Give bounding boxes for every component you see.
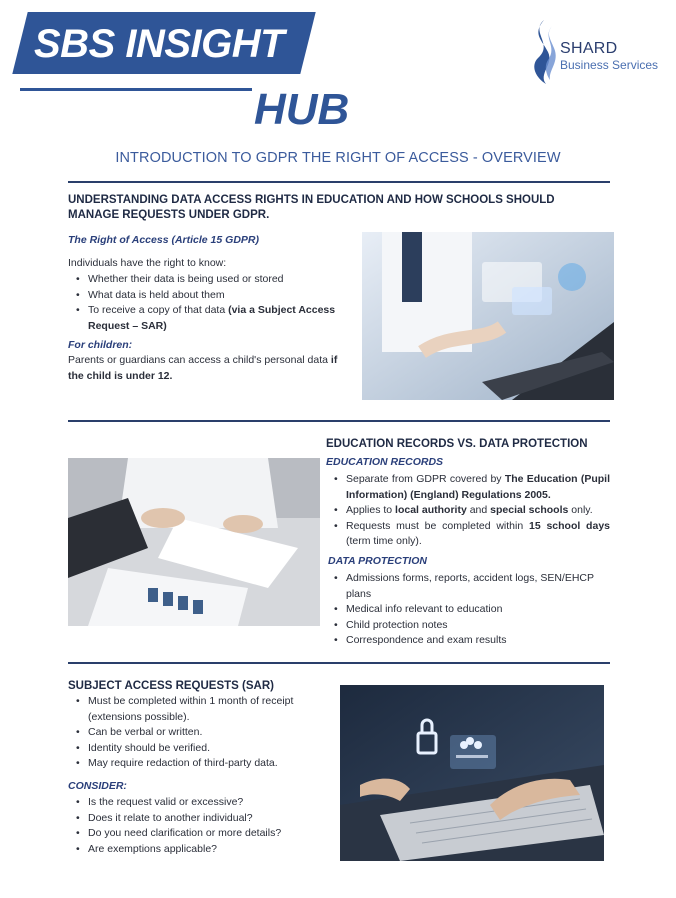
divider-3: [68, 662, 610, 664]
list-item-bold: 15 school days: [528, 519, 610, 532]
banner-title: SBS INSIGHT: [34, 22, 285, 66]
hub-title: HUB: [254, 85, 350, 134]
list-item: • Are exemptions applicable?: [70, 842, 340, 858]
list-item-text: and: [466, 504, 491, 516]
list-item: • Whether their data is being used or stored: [70, 272, 350, 288]
section2-heading: EDUCATION RECORDS VS. DATA PROTECTION: [326, 438, 588, 450]
hub-underline: [20, 88, 252, 91]
list-item-bold: (via a Subject Access Request – SAR): [88, 304, 336, 332]
data-protection-heading: DATA PROTECTION: [328, 555, 427, 567]
list-item-text: (term time only).: [346, 535, 422, 547]
list-item: • Child protection notes: [328, 618, 610, 634]
logo-brand-tagline: Business Services: [560, 58, 659, 72]
list-item-text: only.: [568, 504, 593, 516]
divider-2: [68, 420, 610, 422]
list-item: [328, 472, 610, 503]
list-item: • Can be verbal or written.: [70, 725, 340, 741]
list-item: • Do you need clarification or more details?: [70, 826, 340, 842]
list-item: • What data is held about them: [70, 288, 350, 304]
list-item: [70, 303, 350, 334]
section3-heading: SUBJECT ACCESS REQUESTS (SAR): [68, 680, 274, 692]
section1-intro: Individuals have the right to know:: [68, 257, 227, 269]
list-item: • Identity should be verified.: [70, 741, 340, 757]
divider-1: [68, 181, 610, 183]
documents-desk-photo: [68, 458, 320, 626]
section1-subheading: The Right of Access (Article 15 GDPR): [68, 234, 259, 246]
children-text-bold: if the child is under 12.: [68, 354, 338, 382]
laptop-security-photo: [340, 685, 604, 861]
list-item: [328, 519, 610, 550]
children-text: [68, 353, 352, 384]
shard-logo-icon: [524, 18, 560, 86]
education-records-list: [328, 472, 610, 550]
list-item: • Medical info relevant to education: [328, 602, 610, 618]
list-item-bold: The Education (Pupil Information) (England) Regulations 2005.: [346, 473, 611, 501]
list-item-text: To receive a copy of that data: [88, 304, 229, 316]
children-heading: For children:: [68, 339, 133, 351]
list-item: • Must be completed within 1 month of receipt (extensions possible).: [70, 694, 340, 725]
section1-list: [70, 272, 350, 334]
consider-list: [70, 795, 340, 857]
list-item: • Admissions forms, reports, accident logs, SEN/EHCP plans: [328, 571, 610, 602]
list-item-bold: special schools: [490, 504, 569, 516]
list-item-bold: local authority: [395, 504, 467, 516]
list-item-text: Applies to: [346, 504, 396, 516]
section1-heading: UNDERSTANDING DATA ACCESS RIGHTS IN EDUCATION AND HOW SCHOOLS SHOULD MANAGE REQUESTS UNDER GDPR.: [68, 194, 555, 221]
list-item: • Is the request valid or excessive?: [70, 795, 340, 811]
list-item-text: Separate from GDPR covered by: [346, 473, 505, 485]
list-item-text: Requests must be completed within: [346, 519, 529, 532]
data-protection-list: [328, 571, 610, 649]
consider-heading: CONSIDER:: [68, 780, 127, 792]
list-item: • Does it relate to another individual?: [70, 811, 340, 827]
sar-list: [70, 694, 340, 772]
logo-brand-name: SHARD: [560, 40, 618, 57]
list-item: [328, 503, 610, 519]
doctor-laptop-photo: [362, 232, 614, 400]
list-item: • May require redaction of third-party data.: [70, 756, 340, 772]
children-text-plain: Parents or guardians can access a child's personal data: [68, 354, 331, 366]
list-item: • Correspondence and exam results: [328, 633, 610, 649]
education-records-heading: EDUCATION RECORDS: [326, 456, 444, 468]
document-title: INTRODUCTION TO GDPR THE RIGHT OF ACCESS - OVERVIEW: [115, 150, 561, 166]
